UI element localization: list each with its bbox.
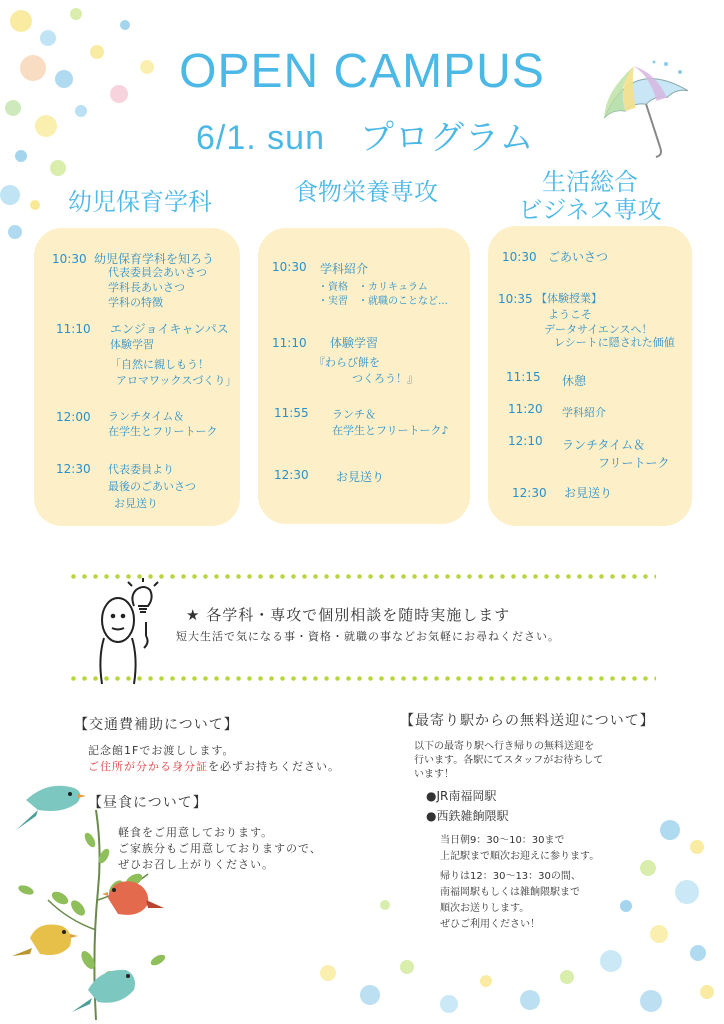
time-label: 12:30 — [274, 468, 309, 482]
schedule-card-business — [488, 226, 692, 526]
lunch-line: ご家族分もご用意しておりますので、 — [118, 842, 322, 855]
time-label: 11:10 — [56, 322, 91, 336]
shuttle-intro: います！ — [414, 769, 454, 780]
time-label: 10:30 — [502, 250, 537, 264]
shuttle-detail: 南福岡駅もしくは雑餉隈駅まで — [440, 887, 580, 898]
schedule-card-early-childhood — [34, 228, 240, 526]
schedule-item: 学科紹介 — [562, 406, 606, 419]
lunch-line: ぜひお召し上がりください。 — [118, 858, 274, 871]
person-lightbulb-icon — [94, 578, 174, 686]
schedule-item: ごあいさつ — [548, 250, 609, 264]
schedule-item: 「自然に親しもう！ — [110, 358, 209, 371]
schedule-item: ランチタイム＆ — [562, 438, 646, 452]
lunch-heading: 【昼食について】 — [88, 795, 208, 811]
schedule-item: ランチタイム＆ — [108, 410, 185, 423]
time-label: 12:10 — [508, 434, 543, 448]
schedule-item: ようこそ — [548, 308, 592, 321]
transport-heading: 【交通費補助について】 — [74, 717, 239, 733]
schedule-item: 幼児保育学科を知ろう — [94, 252, 215, 266]
schedule-item: 【体験授業】 — [536, 292, 602, 305]
schedule-item: 体験学習 — [330, 336, 379, 350]
event-date-subtitle: 6/1. sun プログラム — [196, 119, 535, 157]
consult-heading: ★ 各学科・専攻で個別相談を随時実施します — [186, 606, 511, 624]
schedule-item: 代表委員より — [108, 463, 174, 476]
schedule-item: 休憩 — [562, 374, 587, 388]
schedule-item: ・資格 ・カリキュラム — [318, 282, 428, 293]
time-label: 10:30 — [272, 260, 307, 274]
time-label: 10:35 — [498, 292, 533, 306]
schedule-item: エンジョイキャンパス — [110, 322, 229, 336]
transport-line2-rest: を必ずお持ちください。 — [208, 760, 340, 773]
schedule-item: 在学生とフリートーク♪ — [332, 424, 449, 437]
schedule-item: お見送り — [336, 470, 385, 484]
schedule-item: アロマワックスづくり」 — [116, 374, 237, 387]
schedule-item: お見送り — [564, 486, 613, 500]
transport-line1: 記念館1Fでお渡しします。 — [88, 744, 235, 757]
schedule-item: 在学生とフリートーク — [108, 425, 218, 438]
station-jr-minami-fukuoka: ●JR南福岡駅 — [426, 789, 497, 803]
schedule-item: 学科の特徴 — [108, 296, 163, 309]
time-label: 11:10 — [272, 336, 307, 350]
shuttle-detail: 上記駅まで順次お迎えに参ります。 — [440, 851, 600, 862]
dept-heading-food-nutrition: 食物栄養専攻 — [294, 178, 438, 206]
shuttle-intro: 行います。各駅にてスタッフがお待ちして — [414, 755, 604, 766]
time-label: 12:30 — [512, 486, 547, 500]
shuttle-intro: 以下の最寄り駅へ行き帰りの無料送迎を — [414, 741, 594, 752]
dept-heading-business — [490, 168, 690, 224]
schedule-item: 『わらび餅を — [314, 356, 380, 369]
schedule-item: お見送り — [114, 497, 158, 510]
schedule-item: データサイエンスへ！ — [544, 323, 653, 336]
shuttle-heading: 【最寄り駅からの無料送迎について】 — [400, 713, 655, 729]
shuttle-detail: ぜひご利用ください！ — [440, 919, 540, 930]
station-nishitetsu-zasshonokuma: ●西鉄雑餉隈駅 — [426, 809, 509, 823]
id-warning-text: ご住所が分かる身分証 — [88, 760, 208, 773]
shuttle-detail: 帰りは12：30～13：30の間、 — [440, 871, 581, 882]
dept-heading-business-line1: 生活総合 — [542, 168, 638, 196]
lunch-line: 軽食をご用意しております。 — [118, 826, 274, 839]
schedule-item: フリートーク — [598, 456, 670, 470]
birds-branch-icon — [8, 780, 188, 1020]
schedule-item: 学科紹介 — [320, 262, 369, 276]
time-label: 12:30 — [56, 462, 91, 476]
schedule-item: つくろう！』 — [352, 372, 418, 385]
time-label: 12:00 — [56, 410, 91, 424]
schedule-card-food-nutrition — [258, 228, 470, 524]
schedule-item: ランチ＆ — [332, 408, 376, 421]
time-label: 11:15 — [506, 370, 541, 384]
page-title: OPEN CAMPUS — [179, 45, 545, 98]
schedule-item: レシートに隠された価値 — [554, 336, 675, 349]
schedule-item: 最後のごあいさつ — [108, 480, 196, 493]
time-label: 11:20 — [508, 402, 543, 416]
time-label: 11:55 — [274, 406, 309, 420]
schedule-item: 体験学習 — [110, 338, 154, 351]
shuttle-detail: 当日朝9：30～10：30まで — [440, 835, 565, 846]
transport-line2 — [88, 758, 340, 775]
consult-body: 短大生活で気になる事・資格・就職の事などお気軽にお尋ねください。 — [176, 630, 560, 643]
dept-heading-business-line2: ビジネス専攻 — [518, 196, 662, 224]
shuttle-detail: 順次お送りします。 — [440, 903, 530, 914]
dept-heading-early-childhood: 幼児保育学科 — [68, 188, 212, 216]
schedule-item: 代表委員会あいさつ — [108, 266, 207, 279]
schedule-item: ・実習 ・就職のことなど… — [318, 296, 448, 307]
time-label: 10:30 — [52, 252, 87, 266]
schedule-item: 学科長あいさつ — [108, 281, 185, 294]
